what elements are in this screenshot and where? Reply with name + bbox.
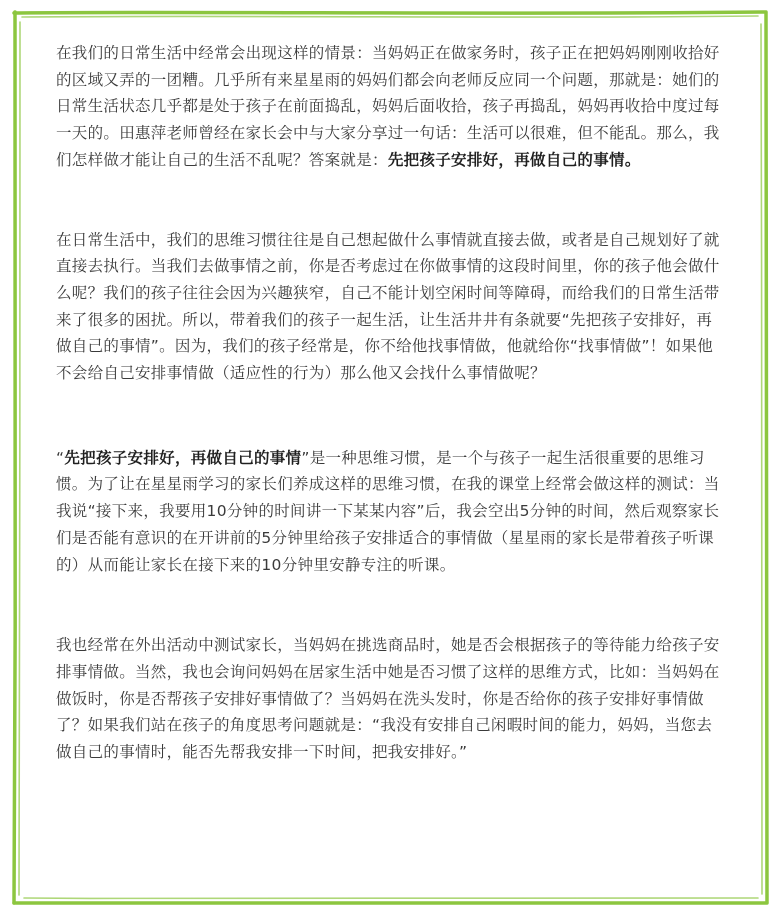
paragraph-1 (56, 40, 726, 174)
border-top-stroke-2 (22, 16, 758, 17)
border-bottom-stroke-2 (24, 897, 758, 898)
border-right-stroke-2 (761, 24, 762, 894)
article-body (56, 40, 726, 766)
paragraph-spacer (56, 174, 726, 227)
paragraph-3-open-quote: “ (56, 448, 65, 467)
border-left-stroke (14, 12, 15, 903)
paragraph-2 (56, 227, 726, 387)
paragraph-3 (56, 445, 726, 579)
border-left-stroke-2 (19, 22, 20, 895)
paragraph-3-text: ”是一种思维习惯，是一个与孩子一起生活很重要的思维习惯。为了让在星星雨学习的家长们养成这样的思维习惯，在我的课堂上经常会做这样的测试：当我说“接下来，我要用10分钟的时间讲一下某某内容”后，我会空出5分钟的时间，然后观察家长们是否能有意识的在开讲前的5分钟里给孩子安排适合的事情做（星星雨的家长是带着孩子听课的）从而能让家长在接下来的10分钟里安静专注的听课。 (56, 448, 720, 574)
paragraph-2-text: 在日常生活中，我们的思维习惯往往是自己想起做什么事情就直接去做，或者是自己规划好了就直接去执行。当我们去做事情之前，你是否考虑过在你做事情的这段时间里，你的孩子他会做什么呢？我们的孩子往往会因为兴趣狭窄，自己不能计划空闲时间等障碍，而给我们的日常生活带来了很多的困扰。所以，带着我们的孩子一起生活，让生活井井有条就要“先把孩子安排好，再做自己的事情”。因为，我们的孩子经常是，你不给他找事情做，他就给你“找事情做”！如果他不会给自己安排事情做（适应性的行为）那么他又会找什么事情做呢？ (56, 230, 720, 383)
paragraph-4 (56, 632, 726, 766)
paragraph-1-bold-text: 先把孩子安排好，再做自己的事情。 (387, 150, 641, 169)
border-top-stroke (14, 12, 766, 13)
paragraph-spacer (56, 387, 726, 445)
paragraph-spacer (56, 578, 726, 632)
paragraph-4-text: 我也经常在外出活动中测试家长，当妈妈在挑选商品时，她是否会根据孩子的等待能力给孩子安排事情做。当然，我也会询问妈妈在居家生活中她是否习惯了这样的思维方式，比如：当妈妈在做饭时，你是否帮孩子安排好事情做了？当妈妈在洗头发时，你是否给你的孩子安排好事情做了？如果我们站在孩子的角度思考问题就是：“我没有安排自己闲暇时间的能力，妈妈，当您去做自己的事情时，能否先帮我安排一下时间，把我安排好。” (56, 636, 720, 762)
paragraph-1-text: 在我们的日常生活中经常会出现这样的情景：当妈妈正在做家务时，孩子正在把妈妈刚刚收拾好的区域又弄的一团糟。几乎所有来星星雨的妈妈们都会向老师反应同一个问题，那就是：她们的日常生活状态几乎都是处于孩子在前面捣乱，妈妈后面收拾，孩子再捣乱，妈妈再收拾中度过每一天的。田惠萍老师曾经在家长会中与大家分享过一句话：生活可以很难，但不能乱。那么，我们怎样做才能让自己的生活不乱呢？答案就是： (56, 44, 720, 169)
border-right-stroke (766, 13, 767, 902)
paragraph-3-bold-text: 先把孩子安排好，再做自己的事情 (64, 448, 302, 467)
border-bottom-stroke (14, 902, 767, 903)
